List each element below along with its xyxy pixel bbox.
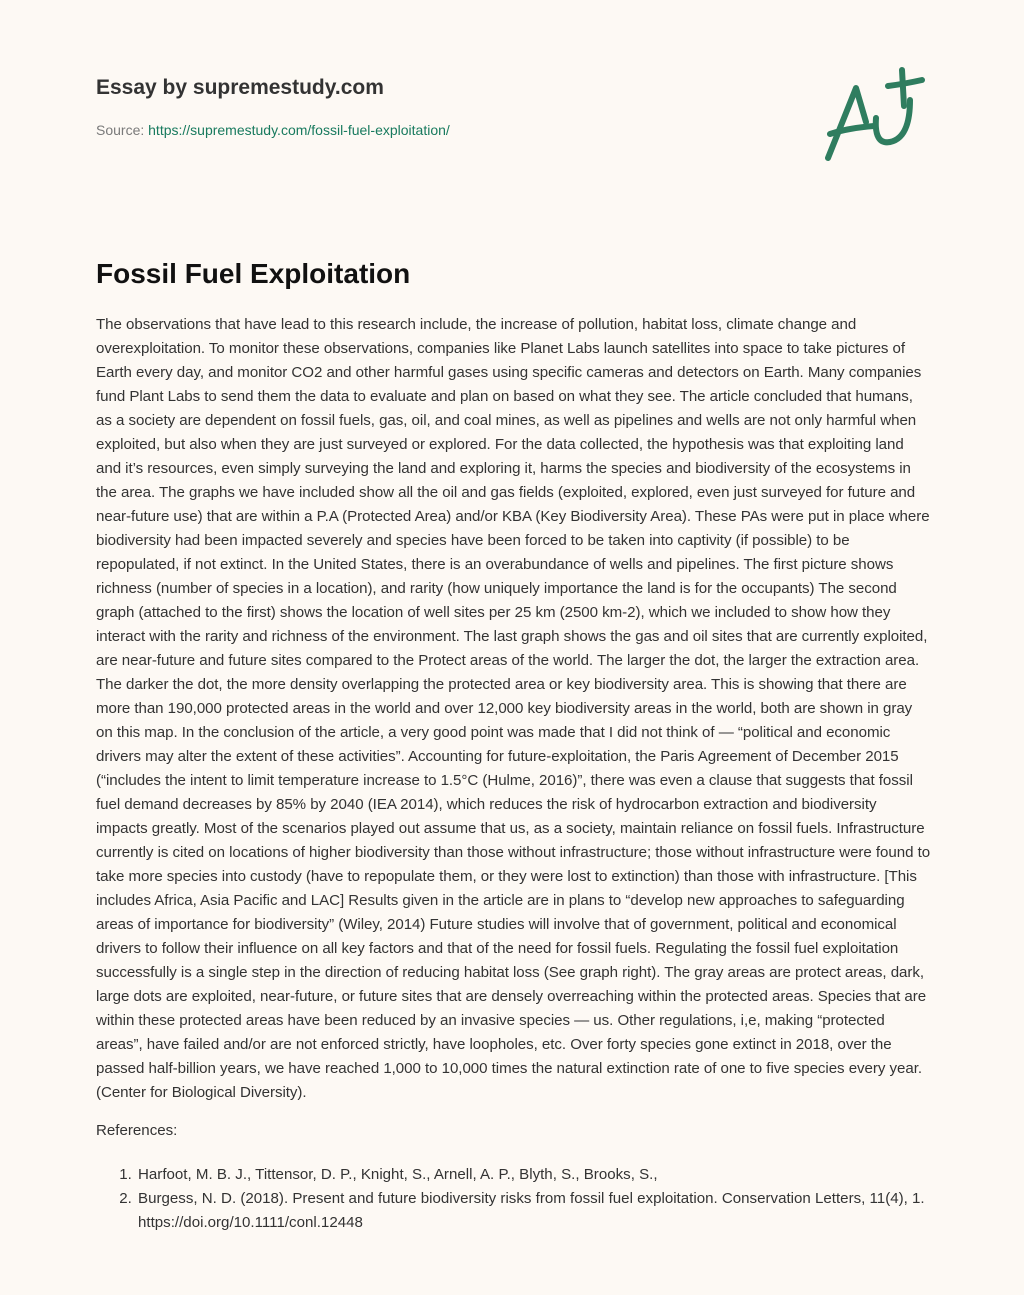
reference-item: 1. Harfoot, M. B. J., Tittensor, D. P., Knight, S., Arnell, A. P., Blyth, S., Brooks, S., — [136, 1163, 932, 1187]
site-header — [96, 74, 796, 139]
article — [96, 255, 932, 1235]
references-list — [96, 1163, 932, 1235]
source-link[interactable]: https://supremestudy.com/fossil-fuel-exploitation/ — [148, 122, 450, 138]
a-plus-logo-icon — [818, 60, 930, 170]
source-label: Source: — [96, 122, 149, 138]
page-title: Fossil Fuel Exploitation — [96, 258, 411, 289]
reference-item: 2. Burgess, N. D. (2018). Present and future biodiversity risks from fossil fuel exploitation. Conservation Letters, 11(4), 1. https://doi.org/10.1111/conl.12448 — [136, 1187, 932, 1235]
source-line — [96, 121, 796, 139]
site-title: Essay by supremestudy.com — [96, 76, 384, 99]
article-body: The observations that have lead to this research include, the increase of pollution, habitat loss, climate change and overexploitation. To monitor these observations, companies like Planet Labs launch satellites into space to take pictures of Earth every day, and monitor CO2 and other harmful gases using specific cameras and detectors on Earth. Many companies fund Plant Labs to send them the data to evaluate and plan on based on what they see. The article concluded that humans, as a society are dependent on fossil fuels, gas, oil, and coal mines, as well as pipelines and wells are not only harmful when exploited, but also when they are just surveyed or explored. For the data collected, the hypothesis was that exploiting land and it’s resources, even simply surveying the land and exploring it, harms the species and biodiversity of the ecosystems in the area. The graphs we have included show all the oil and gas fields (exploited, explored, even just surveyed for future and near-future use) that are within a P.A (Protected Area) and/or KBA (Key Biodiversity Area). These PAs were put in place where biodiversity had been impacted severely and species have been forced to be taken into captivity (if possible) to be repopulated, if not extinct. In the United States, there is an overabundance of wells and pipelines. The first picture shows richness (number of species in a location), and rarity (how uniquely importance the land is for the occupants) The second graph (attached to the first) shows the location of well sites per 25 km (2500 km-2), which we included to show how they interact with the rarity and richness of the environment. The last graph shows the gas and oil sites that are currently exploited, are near-future and future sites compared to the Protect areas of the world. The larger the dot, the larger the extraction area. The darker the dot, the more density overlapping the protected area or key biodiversity area. This is showing that there are more than 190,000 protected areas in the world and over 12,000 key biodiversity areas in the world, both are shown in gray on this map. In the conclusion of the article, a very good point was made that I did not think of — “political and economic drivers may alter the extent of these activities”. Accounting for future-exploitation, the Paris Agreement of December 2015 (“includes the intent to limit temperature increase to 1.5°C (Hulme, 2016)”, there was even a clause that suggests that fossil fuel demand decreases by 85% by 2040 (IEA 2014), which reduces the risk of hydrocarbon extraction and biodiversity impacts greatly. Most of the scenarios played out assume that us, as a society, maintain reliance on fossil fuels. Infrastructure currently is cited on locations of higher biodiversity than those without infrastructure; those without infrastructure were found to take more species into custody (have to repopulate them, or they were lost to extinction) than those with infrastructure. [This includes Africa, Asia Pacific and LAC] Results given in the article are in plans to “develop new approaches to safeguarding areas of importance for biodiversity” (Wiley, 2014) Future studies will involve that of government, political and economical drivers to follow their influence on all key factors and that of the need for fossil fuels. Regulating the fossil fuel exploitation successfully is a single step in the direction of reducing habitat loss (See graph right). The gray areas are protect areas, dark, large dots are exploited, near-future, or future sites that are densely overreaching within the protected areas. Species that are within these protected areas have been reduced by an invasive species — us. Other regulations, i,e, making “protected areas”, have failed and/or are not enforced strictly, have loopholes, etc. Over forty species gone extinct in 2018, over the passed half-billion years, we have reached 1,000 to 10,000 times the natural extinction rate of one to five species every year. (Center for Biological Diversity). — [96, 316, 931, 1101]
references-heading: References: — [96, 1122, 178, 1139]
